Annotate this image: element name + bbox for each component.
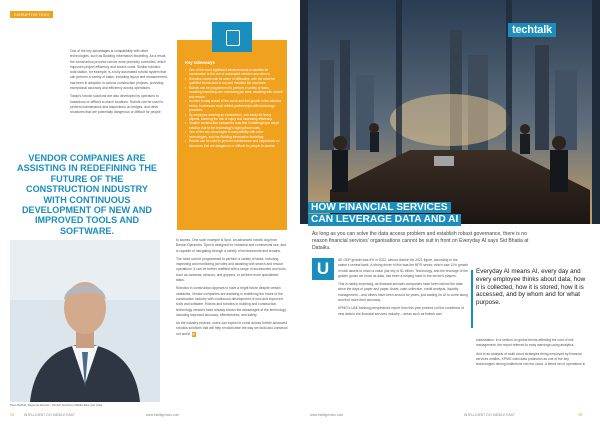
photo-caption: Paul Mabbitt, Regional Director, Trimble Solutions Middle East and India bbox=[10, 403, 103, 407]
takeaway-item: • In order to stay ahead of the curve and fuel growth in the robotics sector, businesses must rethink partnerships with technology providers. bbox=[185, 99, 283, 112]
takeaway-item: • One of the key advantages is compatibility with other technologies, such as Building Information Modelling. bbox=[185, 130, 283, 139]
key-takeaways-heading: Key takeaways bbox=[185, 60, 215, 65]
takeaway-item: • Robots can be programmed to perform a variety of tasks, including inspecting and monitoring job sites, assisting with search and rescue. bbox=[185, 86, 283, 99]
left-footer bbox=[10, 411, 290, 420]
takeaways-list bbox=[185, 68, 283, 148]
man-in-suit-illustration bbox=[10, 240, 160, 402]
drop-cap: U bbox=[312, 258, 334, 280]
paragraph-text: As the industry evolves, users can expect to come across further advanced robotics solutions that will help revolutionise the way we build and construct our world. bbox=[176, 321, 288, 336]
headline-line-1: HOW FINANCIAL SERVICES bbox=[308, 202, 451, 213]
document-icon bbox=[212, 22, 252, 52]
takeaway-item: • Robotics comes with its share of difficulties, with the need for qualified technicians to run and maintain the machines. bbox=[185, 77, 283, 86]
paragraph: to access. One such example is Spot, an advanced robotic dog from Boston Dynamics. Spot is designed for industrial and commercial use, and is capable of navigating through a variety of environments and terrains. bbox=[176, 238, 287, 253]
pullquote: VENDOR COMPANIES ARE ASSISTING IN REDEFINING THE FUTURE OF THE CONSTRUCTION INDUSTRY WITH CONTINUOUS DEVELOPMENT OF NEW AND IMPROVED TOOLS AND SOFTWARE. bbox=[17, 153, 157, 236]
paragraph: The robot can be programmed to perform a variety of tasks, including inspecting and monitoring job sites and assisting with search and rescue operations. It can be further outfitted with a range of accessories and tools, such as cameras, sensors, and grippers, to perform more specialised tasks. bbox=[176, 256, 287, 283]
takeaway-item: • One of the most significant advancements in robotics for construction is the use of automated vehicles and drones. bbox=[185, 68, 283, 77]
publication-name: INTELLIGENT CIO MIDDLE EAST bbox=[464, 413, 515, 417]
takeaway-item: • Smaller construction companies may find it challenging to adopt robotics due to the technology's high upfront costs. bbox=[185, 121, 283, 130]
right-footer bbox=[300, 411, 590, 420]
right-body-column-1 bbox=[338, 258, 468, 320]
pull-quote: Everyday AI means AI, every day and every employee thinks about data, how it is collected, how it is stored, how it is accessed, and by whom and for what purpose. bbox=[476, 268, 588, 307]
publication-name: INTELLIGENT CIO MIDDLE EAST bbox=[24, 413, 75, 417]
paragraph bbox=[176, 321, 288, 337]
article-headline bbox=[308, 202, 494, 227]
section-tag: DISRUPTIVE TECH bbox=[10, 11, 53, 18]
left-body-column-2 bbox=[176, 238, 288, 340]
website-url: www.intelligentcio.com bbox=[146, 413, 180, 417]
paragraph: Robotics in construction appears to have a bright future despite certain obstacles. Vendor companies are assisting in redefining the future of the construction industry with continuous development of new and improved tools and software. Robots and robotics in building and construction, technology vendors have already shown the advantages of the technology, including improved accuracy, effectiveness, and safety. bbox=[176, 286, 287, 317]
key-takeaways-box bbox=[177, 40, 287, 230]
article-standfirst: As long as you can solve the data access problem and establish robust governance, there is no reason financial services' organisations cannot be suit in front on Everyday AI says Sid Bhatia at Dataiku. bbox=[312, 231, 529, 251]
takeaway-item: • Robots can be used to perform maintenance and inspections on structures that are dangerous or difficult for people to access. bbox=[185, 139, 283, 148]
paragraph: AE GDP growth was 8% in 2022, almost double the 2021 figure, according to the nation's central bank. A strong driver of this was the BFSI sector, which saw 11% growth in total assets to reach a value just shy of $1 trillion. Technology, and the leverage of the golden goose we know as data, has been a helping hand to the sector's players. bbox=[338, 258, 468, 278]
paragraph: Today's robotic solutions are also developed by operators to hazardous or difficult to reach locations. Robots can be used to perform maintenance and inspections on bridges, and other structures that are potentially dangerous or difficult for people bbox=[70, 94, 164, 115]
paragraph: tokenisation. In a section on global trends affecting the cost of risk management, the report referred to early warnings using analytics. bbox=[476, 338, 575, 348]
page-number: 74 bbox=[10, 413, 14, 417]
paragraph: KPMG's UAE banking perspectives report from this year pointed out the conditions of new data in the financial services industry – areas such as fintech and bbox=[338, 306, 464, 316]
paragraph: And in an analysis of multi-cloud strategies being employed by financial services entities, KPMG cited data protection as one of the key technologies driving institutions into the cloud. A tiered set of operations in bbox=[476, 351, 586, 367]
techtalk-logo: techtalk bbox=[508, 23, 556, 37]
right-body-column-2 bbox=[476, 338, 588, 370]
website-url: www.intelligentcio.com bbox=[310, 413, 344, 417]
continue-arrow-icon: ▶ bbox=[192, 331, 195, 336]
takeaway-item: • By employee wearing an exoskeleton, can easily lift heavy objects, lowering the risk of injury and increasing efficiency. bbox=[185, 113, 283, 122]
paragraph: This is hardly surprising, as financial services companies have been behind the data since the days of paper and paper. Asset, cash collection, credit analysis, liquidity management – and others have been around for years, just waiting for AI to come along and find more their accuracy. bbox=[338, 282, 468, 303]
paragraph: One of the key advantages is compatibility with other technologies, such as Building Information Modelling. As a result, the construction process can be more precisely controlled, which improves project efficiency and lowers costs. Similar robotics: total station, for example, is a fully automated robotic system that can perform a variety of tasks, including layout and measurement, has been in adoption in various construction projects, providing exceptional accuracy and efficiency across operations. bbox=[70, 49, 168, 91]
portrait-photo bbox=[10, 240, 160, 402]
page-number: 75 bbox=[578, 413, 582, 417]
left-body-column-1 bbox=[70, 49, 168, 119]
right-page bbox=[300, 0, 600, 424]
headline-line-2: CAN LEVERAGE DATA AND AI bbox=[308, 214, 461, 225]
